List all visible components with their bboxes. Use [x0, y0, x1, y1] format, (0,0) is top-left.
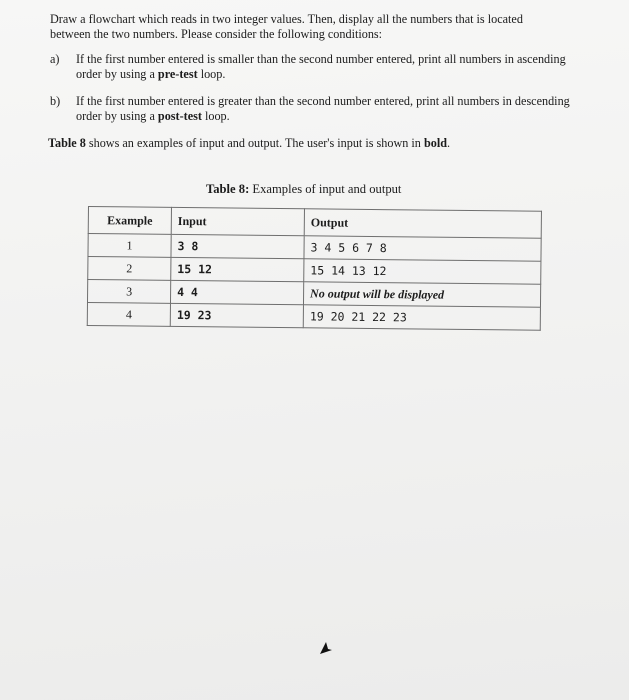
examples-table — [87, 206, 542, 331]
cell-output: 15 14 13 12 — [304, 259, 541, 284]
cell-example: 1 — [88, 234, 171, 258]
condition-b-bold: post-test — [157, 109, 202, 123]
condition-b — [50, 94, 590, 124]
cell-output: 3 4 5 6 7 8 — [304, 236, 541, 261]
caption-label: Table 8: — [206, 182, 250, 196]
cell-example: 4 — [87, 302, 170, 326]
table-ref-label: Table 8 — [48, 136, 86, 150]
cell-input: 3 8 — [171, 234, 304, 258]
table-reference-sentence — [48, 136, 450, 151]
cell-input: 19 23 — [170, 303, 303, 327]
mouse-pointer-icon — [318, 640, 334, 656]
intro-paragraph — [50, 12, 590, 42]
cell-output: No output will be displayed — [303, 282, 540, 307]
cell-example: 2 — [88, 257, 171, 281]
table-caption — [206, 182, 401, 197]
condition-b-text-pre: If the first number entered is greater than the second number entered, print all numbers in descending order by using a — [76, 94, 570, 123]
header-output: Output — [304, 209, 541, 238]
table-ref-text: shows an examples of input and output. The user's input is shown in — [85, 136, 424, 150]
condition-b-text-post: loop. — [201, 109, 230, 123]
cell-input: 15 12 — [171, 257, 304, 281]
condition-a-text — [76, 52, 590, 82]
table-row — [87, 302, 540, 330]
condition-a-label: a) — [50, 52, 60, 66]
condition-a-text-pre: If the first number entered is smaller than the second number entered, print all numbers in ascending order by using a — [76, 52, 566, 81]
condition-b-text — [76, 94, 590, 124]
header-input: Input — [171, 207, 304, 235]
condition-b-label: b) — [50, 94, 61, 108]
condition-a-bold: pre-test — [157, 67, 198, 81]
header-example: Example — [88, 207, 171, 235]
intro-line-1: Draw a flowchart which reads in two integer values. Then, display all the numbers that is located — [50, 12, 523, 26]
caption-text: Examples of input and output — [249, 182, 402, 196]
cell-example: 3 — [87, 280, 170, 304]
condition-a-text-post: loop. — [197, 67, 226, 81]
cell-output: 19 20 21 22 23 — [303, 305, 540, 330]
table-ref-bold-word: bold — [423, 136, 447, 150]
cell-input: 4 4 — [170, 280, 303, 304]
intro-line-2: between the two numbers. Please consider the following conditions: — [50, 27, 383, 41]
table-ref-end: . — [447, 136, 451, 150]
condition-a — [50, 52, 590, 82]
